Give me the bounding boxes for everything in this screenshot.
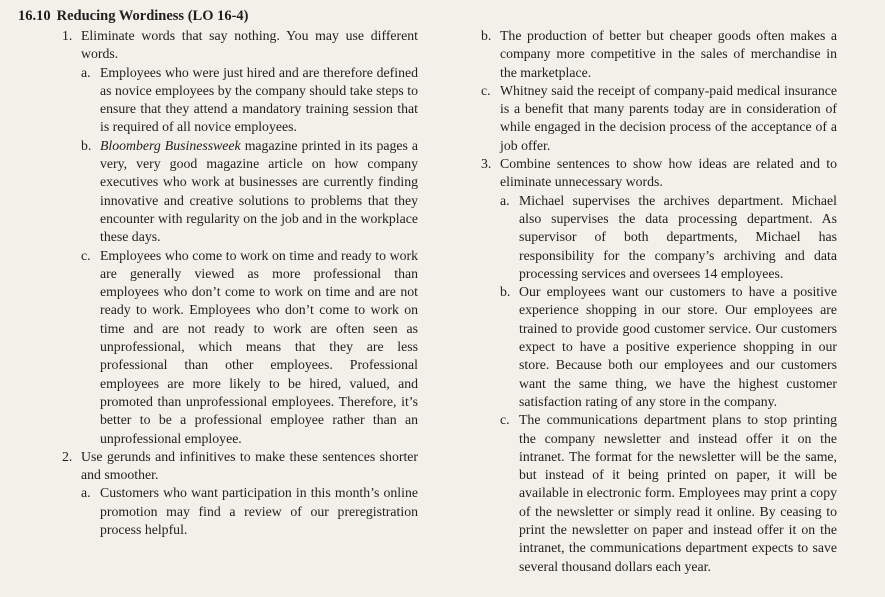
item-instruction: Use gerunds and infinitives to make these sentences shorter and smoother. bbox=[81, 448, 418, 483]
exercise-item-3 bbox=[481, 155, 837, 192]
exercise-text: Michael supervises the archives department. Michael also supervises the data processing department. As supervisor of both departments, Michael has responsibility for the company’s archiving and data processing services and oversees 14 employees. bbox=[519, 192, 837, 281]
item-instruction: Combine sentences to show how ideas are related and to eliminate unnecessary words. bbox=[500, 156, 837, 190]
item-instruction: Eliminate words that say nothing. You may use different words. bbox=[81, 28, 418, 62]
exercise-2a bbox=[62, 484, 418, 539]
section-heading bbox=[18, 7, 249, 25]
item-marker: 2. bbox=[62, 448, 73, 464]
sub-marker: b. bbox=[481, 28, 492, 43]
item-marker: 1. bbox=[62, 28, 73, 43]
sub-marker: a. bbox=[500, 192, 510, 208]
sub-marker: b. bbox=[500, 284, 511, 300]
sub-marker: a. bbox=[81, 64, 91, 80]
exercise-3c bbox=[481, 411, 837, 576]
section-title: Reducing Wordiness (LO 16-4) bbox=[56, 8, 249, 24]
exercise-text: magazine printed in its pages a very, very good magazine article on how company executives who work at businesses are currently finding innovative and creative solutions to problems that they encounter with regularity on the job and in the workplace these days. bbox=[100, 137, 418, 245]
exercise-text: Customers who want participation in this month’s online promotion may find a review of our preregistration process helpful. bbox=[100, 485, 418, 538]
exercise-text: Our employees want our customers to have a positive experience shopping in our store. Our employees are trained to provide good customer service. Our customers expect to have a positive experience shopping in our store. Because both our employees and our customers want the same thing, we have the highest customer satisfaction rating of any store in the company. bbox=[519, 284, 837, 409]
exercise-1a bbox=[62, 64, 418, 137]
exercise-text: Whitney said the receipt of company-paid medical insurance is a benefit that many parents today are in consideration of while engaged in the decision process of the acceptance of a job offer. bbox=[500, 82, 837, 153]
item-marker: 3. bbox=[481, 156, 492, 172]
right-column bbox=[481, 27, 837, 576]
sub-marker: c. bbox=[481, 82, 491, 98]
exercise-text: The communications department plans to stop printing the company newsletter and instead offer it on the intranet. The format for the newsletter will be the same, but instead of it being printed on paper, it will be available in electronic form. Employees may print a copy of the newsletter or simply read it online. By ceasing to print the newsletter on paper and instead offer it on the intranet, the communications department expects to save several thousand dollars each year. bbox=[519, 412, 837, 574]
exercise-item-1 bbox=[62, 27, 418, 64]
exercise-2b bbox=[481, 27, 837, 82]
sub-marker: c. bbox=[500, 412, 510, 428]
exercise-3a bbox=[481, 192, 837, 283]
exercise-3b bbox=[481, 283, 837, 411]
sub-marker: b. bbox=[81, 137, 92, 153]
sub-marker: a. bbox=[81, 485, 91, 501]
exercise-1b bbox=[62, 137, 418, 247]
exercise-text: Employees who come to work on time and ready to work are generally viewed as more professional than employees who don’t come to work on time and are not ready to work. Employees who don’t come to work on time and are not ready to work are often seen as unprofessional, which means that they are less professional than other employees. Professional employees are more likely to be hired, valued, and promoted than unprofessional employees. Therefore, it’s better to be a professional employee rather than an unprofessional employee. bbox=[100, 247, 418, 446]
exercise-item-2 bbox=[62, 448, 418, 485]
sub-marker: c. bbox=[81, 247, 91, 263]
exercise-2c bbox=[481, 82, 837, 155]
exercise-text: The production of better but cheaper goods often makes a company more competitive in the sales of merchandise in the marketplace. bbox=[500, 28, 837, 80]
exercise-1c bbox=[62, 247, 418, 448]
left-column bbox=[62, 27, 418, 539]
exercise-text: Employees who were just hired and are therefore defined as novice employees by the company should take steps to ensure that they attend a mandatory training session that is required of all novice employees. bbox=[100, 64, 418, 135]
section-number: 16.10 bbox=[18, 8, 51, 24]
publication-name: Bloomberg Businessweek bbox=[100, 137, 241, 153]
